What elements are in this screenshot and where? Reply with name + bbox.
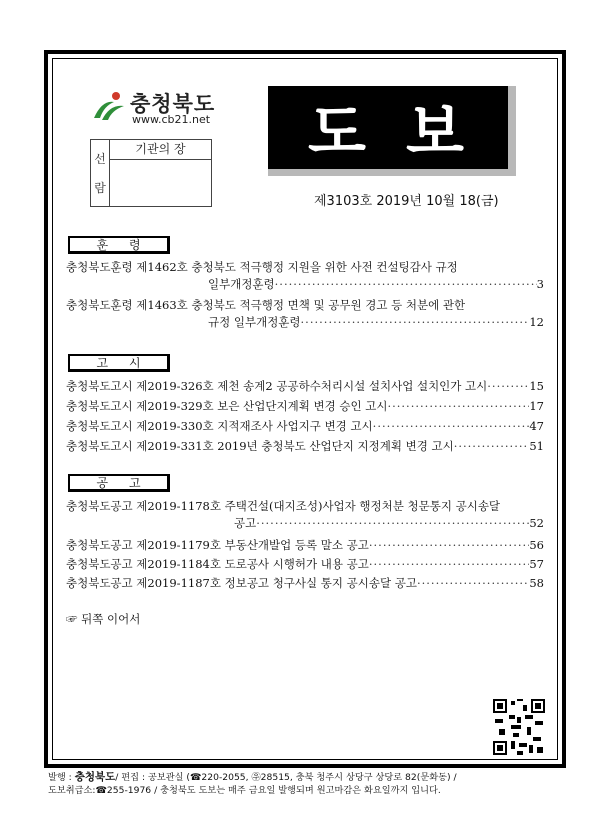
- review-label-1: 선: [94, 152, 106, 166]
- toc-entry: 충청북도공고 제2019-1187호 정보공고 청구사실 통지 공시송달 공고 ····· 58: [66, 575, 544, 592]
- section-heading-gosi: 고 시: [68, 354, 170, 372]
- qr-code-icon: [493, 699, 545, 755]
- toc-entry: 충청북도고시 제2019-329호 보은 산업단지계획 변경 승인 고시 ····· 17: [66, 398, 544, 415]
- toc-entry: 충청북도고시 제2019-330호 지적재조사 사업지구 변경 고시 ····· 47: [66, 418, 544, 435]
- footer: 발행 : 충청북도/ 편집 : 공보관실 (☎220-2055, ㉾28515, 충북 청주시 상당구 상당로 82(문화동) / 도보취급소:☎255-1976 / 충청북도 도보는 매주 금요일 발행되며 원고마감은 화요일까지 입니다.: [48, 771, 457, 796]
- section-heading-gonggo: 공 고: [68, 474, 170, 492]
- review-label-2: 람: [94, 181, 106, 195]
- review-stamp-box: [90, 139, 212, 207]
- toc-entry: 충청북도고시 제2019-331호 2019년 충청북도 산업단지 지정계획 변경 고시 ····· 51: [66, 438, 544, 455]
- continue-note: ☞ 뒤쪽 이어서: [66, 612, 141, 626]
- review-head: 기관의 장: [110, 140, 211, 160]
- section-heading-hunryeong: 훈 령: [68, 236, 170, 254]
- toc-entry: 충청북도고시 제2019-326호 제천 송계2 공공하수처리시설 설치사업 설치인가 고시 ····· 15: [66, 378, 544, 395]
- logo: [92, 88, 232, 128]
- toc-entry: 충청북도훈령 제1462호 충청북도 적극행정 지원을 위한 사전 컨설팅감사 규정 일부개정훈령 ····· 3: [66, 259, 544, 293]
- toc-entry: 충청북도공고 제2019-1184호 도로공사 시행허가 내용 공고 ····· 57: [66, 556, 544, 573]
- logo-name: 충청북도: [130, 92, 216, 116]
- logo-url: www.cb21.net: [132, 113, 211, 126]
- toc-entry: 충청북도공고 제2019-1179호 부동산개발업 등록 말소 공고 ····· 56: [66, 537, 544, 554]
- title-banner: [268, 86, 516, 176]
- issue-line: 제3103호 2019년 10월 18(금): [314, 194, 499, 209]
- toc-entry: 충청북도훈령 제1463호 충청북도 적극행정 면책 및 공무원 경고 등 처분에 관한 규정 일부개정훈령 ····· 12: [66, 297, 544, 331]
- page-title: 도보: [268, 86, 508, 169]
- toc-entry: 충청북도공고 제2019-1178호 주택건설(대지조성)사업자 행정처분 청문통지 공시송달 공고 ····· 52: [66, 498, 544, 532]
- logo-emblem-icon: [92, 88, 128, 124]
